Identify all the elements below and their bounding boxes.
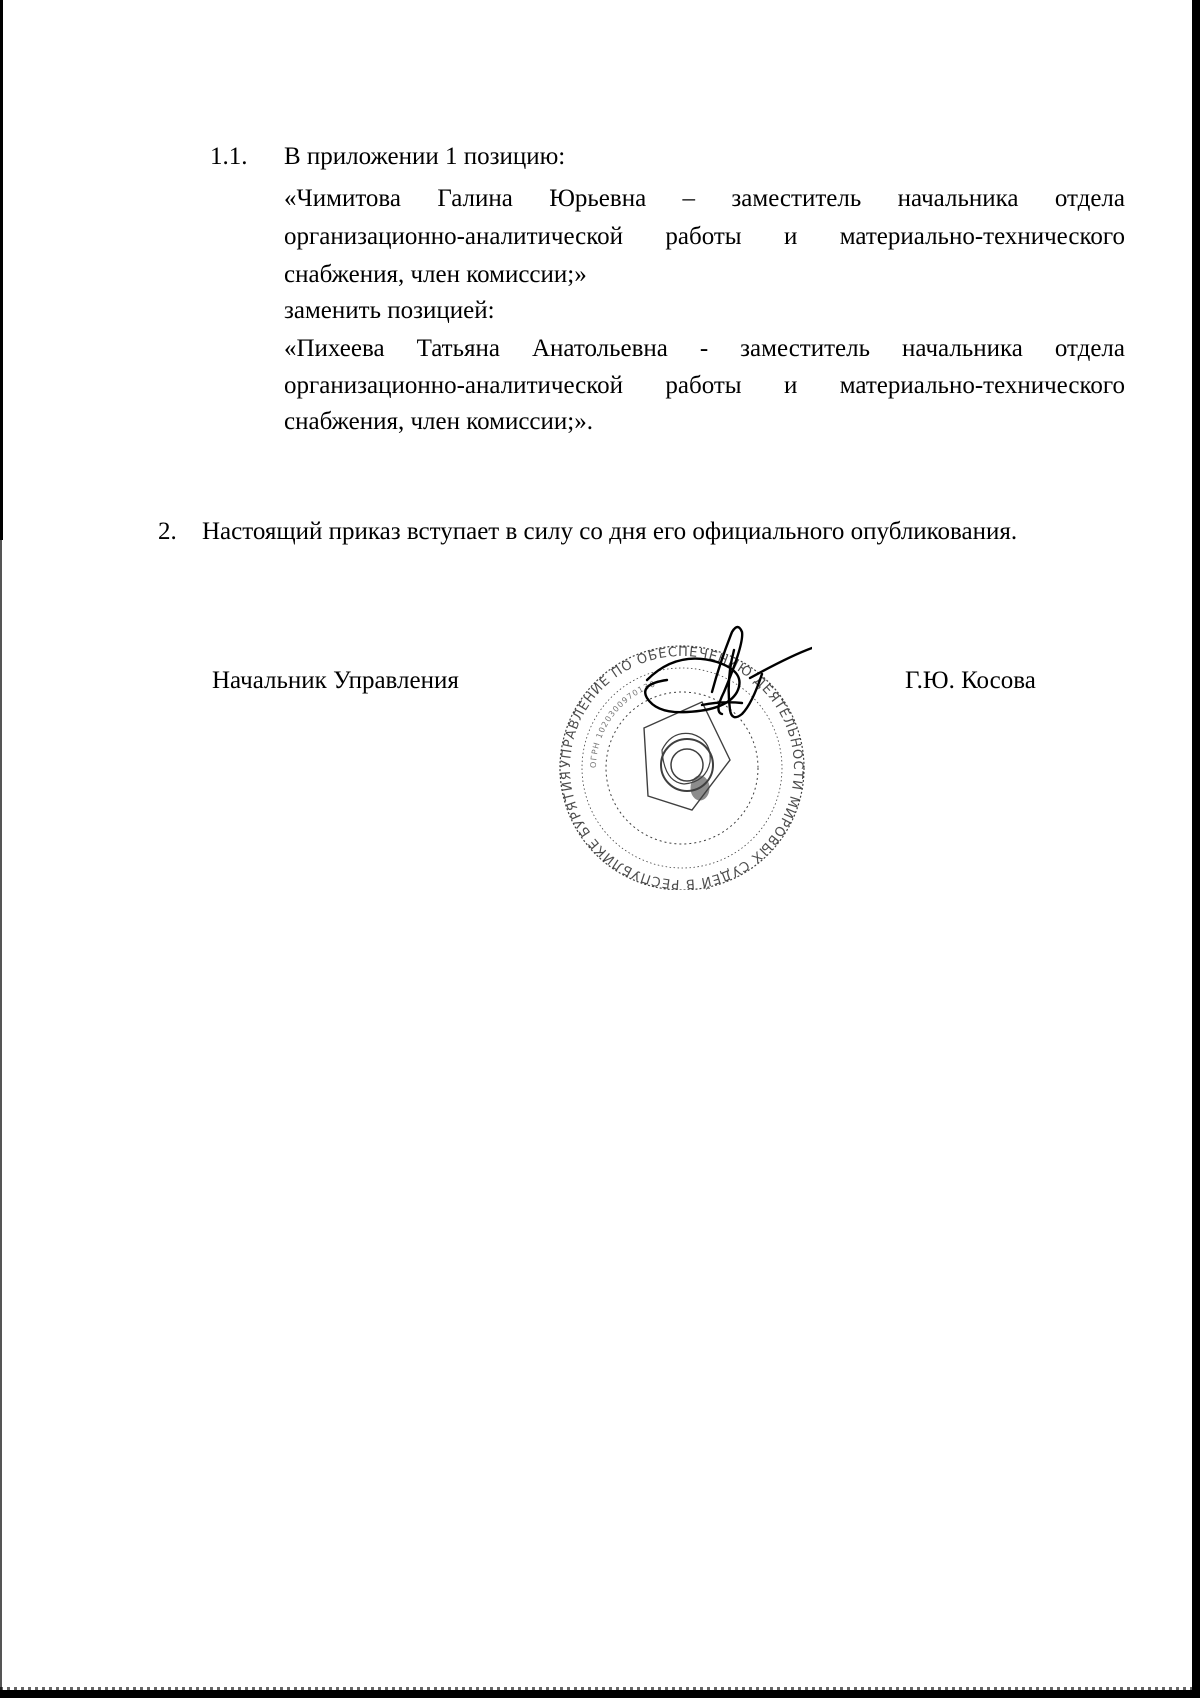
scan-border-right	[1192, 0, 1200, 1698]
new-position-line-1: «Пихеева Татьяна Анатольевна - заместитель начальника отдела	[284, 335, 1125, 362]
item-1-1-number: 1.1.	[210, 143, 248, 170]
new-position-line-2: организационно-аналитической работы и материально-технического	[284, 372, 1125, 399]
stamp-inner-text: ОГРН 1020300970130	[588, 679, 657, 769]
scan-border-left	[0, 0, 3, 540]
replace-label: заменить позицией:	[284, 297, 495, 324]
item-2-text: Настоящий приказ вступает в силу со дня его официального опубликования.	[202, 518, 1018, 545]
signatory-name: Г.Ю. Косова	[905, 667, 1036, 694]
old-position-line-1: «Чимитова Галина Юрьевна – заместитель начальника отдела	[284, 185, 1125, 212]
scan-border-bottom	[0, 1690, 1200, 1698]
item-1-1-heading: В приложении 1 позицию:	[284, 143, 566, 170]
new-position-line-3: снабжения, член комиссии;».	[284, 408, 593, 435]
official-stamp	[552, 610, 812, 890]
item-2-number: 2.	[158, 518, 177, 545]
stamp-outer-text: УПРАВЛЕНИЕ ПО ОБЕСПЕЧЕНИЮ ДЕЯТЕЛЬНОСТИ МИРОВЫХ СУДЕЙ В РЕСПУБЛИКЕ БУРЯТИЯ	[558, 644, 806, 890]
signatory-title: Начальник Управления	[212, 667, 459, 694]
old-position-line-3: снабжения, член комиссии;»	[284, 261, 587, 288]
old-position-line-2: организационно-аналитической работы и материально-технического	[284, 223, 1125, 250]
scan-border-left-lower	[0, 540, 2, 1698]
